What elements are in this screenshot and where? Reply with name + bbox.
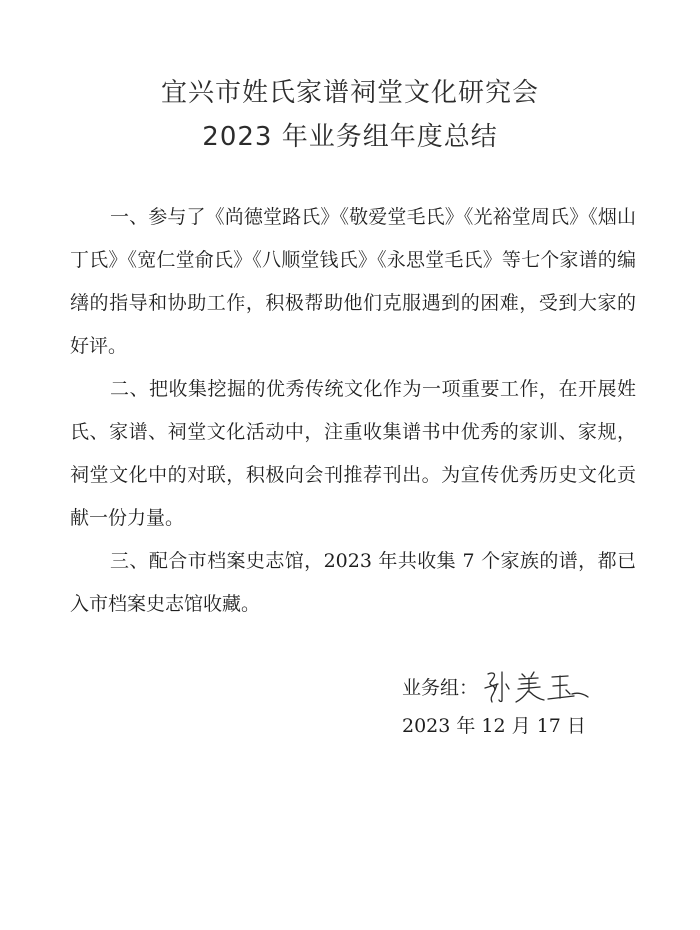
signature-row [402, 664, 602, 708]
paragraph-3: 三、配合市档案史志馆，2023 年共收集 7 个家族的谱，都已入市档案史志馆收藏。 [70, 550, 636, 615]
paragraph-3-block [70, 540, 636, 626]
paragraph-2: 二、把收集挖掘的优秀传统文化作为一项重要工作，在开展姓氏、家谱、祠堂文化活动中，注重收集谱书中优秀的家训、家规，祠堂文化中的对联，积极向会刊推荐刊出。为宣传优秀历史文化贡献一份力量。 [70, 378, 636, 529]
paragraph-1: 一、参与了《尚德堂路氏》《敬爱堂毛氏》《光裕堂周氏》《烟山丁氏》《宽仁堂俞氏》《八顺堂钱氏》《永思堂毛氏》等七个家谱的编缮的指导和协助工作，积极帮助他们克服遇到的困难，受到大家的好评。 [70, 206, 636, 357]
document-title-line1: 宜兴市姓氏家谱祠堂文化研究会 [160, 78, 539, 108]
sign-label: 业务组： [402, 676, 479, 699]
paragraph-2-block [70, 368, 636, 540]
document-title-line2: 2023 年业务组年度总结 [202, 122, 498, 152]
handwritten-signature [482, 664, 602, 708]
document-date: 2023 年 12 月 17 日 [402, 715, 586, 737]
paragraph-1-block [70, 196, 636, 368]
